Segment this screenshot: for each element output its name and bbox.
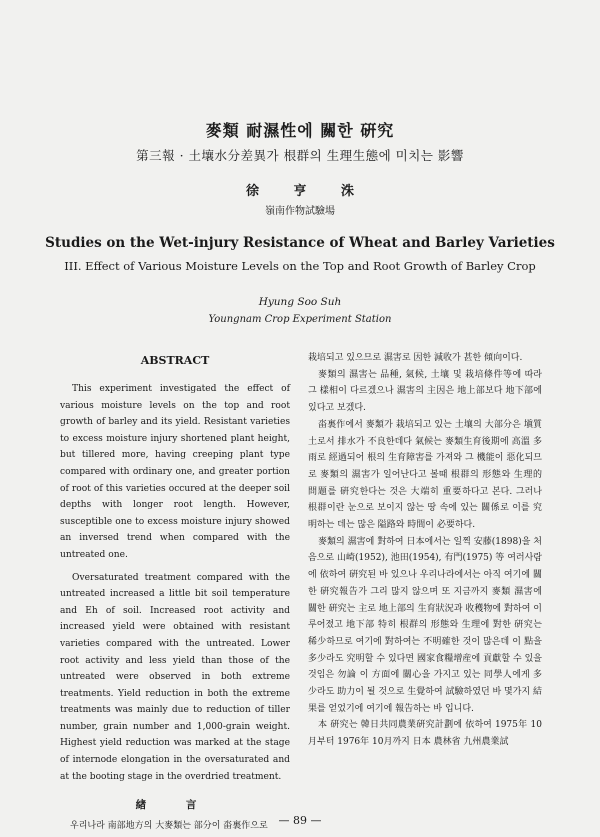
page-number: — 89 —: [278, 814, 322, 827]
paper-title-english: Studies on the Wet-injury Resistance of Wheat and Barley Varieties: [45, 235, 555, 251]
abstract-paragraph: This experiment investigated the effect of various moisture levels on the top and root growth of barley and its yield. Resistant varieties to excess moisture injury shortened plant height, but tillered more, having creeping plant type compared with ordinary one, and greater portion of root of this varieties occured at the deeper soil depths with longer root length. However, susceptible one to excess moisture injury showed an inversed trend when compared with the untreated one.: [60, 384, 290, 560]
paper-subtitle-korean: 第三報 · 土壤水分差異가 根群의 生理生態에 미치는 影響: [136, 148, 464, 163]
author-name-korean: 徐 亨 洙: [245, 184, 355, 199]
affiliation-english: Youngnam Crop Experiment Station: [208, 314, 392, 325]
introduction-paragraph: 우리나라 南部地方의 大麥類는 部分이 畓裏作으로: [70, 821, 268, 832]
right-column: [308, 350, 542, 751]
introduction-paragraph: 麥類의 濕害에 對하여 日本에서는 일찍 安藤(1898)을 처음으로 山崎(1952), 池田(1954), 有門(1975) 等 여러사람에 依하여 硏究된 바 있으나 우리나라에서는 아직 여기에 關한 硏究報告가 그리 많지 않으며 또 지금까지 麥類 濕害에 關한 硏究는 主로 地上部의 生育狀況과 收穫物에 對하여 이루어졌고 地下部 特히 根群의 形態와 生理에 對한 硏究는 稀少하므로 여기에 對하여는 不明確한 것이 많은데 이 點을 多少라도 究明할 수 있다면 國家食糧增産에 貢獻할 수 있을 것임은 勿論 이 方面에 關心을 가지고 있는 同學人에게 多少라도 助力이 될 것으로 生覺하여 試驗하였던 바 몇가지 結果를 얻었기에 여기에 報告하는 바 입니다.: [308, 536, 542, 714]
introduction-heading: 緖 言: [135, 799, 215, 812]
left-column: [60, 350, 290, 835]
paper-title-korean: 麥類 耐濕性에 關한 硏究: [205, 121, 395, 140]
affiliation-korean: 嶺南作物試驗場: [265, 206, 335, 217]
introduction-paragraph: 麥類의 濕害는 品種, 氣候, 土壤 및 栽培條件等에 따라 그 樣相이 다르겠으나 濕害의 主因은 地上部보다 地下部에 있다고 보겠다.: [308, 369, 542, 414]
author-name-english: Hyung Soo Suh: [258, 296, 342, 308]
introduction-paragraph: 栽培되고 있으므로 濕害로 因한 減收가 甚한 傾向이다.: [308, 353, 523, 363]
abstract-heading: ABSTRACT: [140, 354, 210, 367]
abstract-paragraph: Oversaturated treatment compared with the untreated increased a little bit soil temperature and Eh of soil. Increased root activity and increased yield were obtained with resistant varieties compared with the untreated. Lower root activity and less yield than those of the untreated were observed in both extreme treatments. Yield reduction in both the extreme treatments was mainly due to reduction of tiller number, grain number and 1,000-grain weight. Highest yield reduction was marked at the stage of internode elongation in the oversaturated and at the booting stage in the overdried treatment.: [60, 572, 290, 782]
introduction-paragraph: 本 硏究는 韓日共同農業硏究計劃에 依하여 1975年 10月부터 1976年 10月까지 日本 農林省 九州農業試: [308, 720, 542, 748]
introduction-paragraph: 畓裏作에서 麥類가 栽培되고 있는 土壤의 大部分은 塡質土로서 排水가 不良한데다 氣候는 麥類生育後期에 高溫 多雨로 經過되어 根의 生育障害를 가져와 그 機能이 惡化되므로 麥類의 濕害가 일어난다고 볼때 根群의 形態와 生理的 問題를 硏究한다는 것은 大端히 重要하다고 본다. 그러나 根群이란 눈으로 보이지 않는 땅 속에 있는 關係로 이를 究明하는 데는 많은 隘路와 時間이 必要하다.: [308, 419, 542, 531]
paper-subtitle-english: III. Effect of Various Moisture Levels on the Top and Root Growth of Barley Crop: [64, 259, 536, 273]
